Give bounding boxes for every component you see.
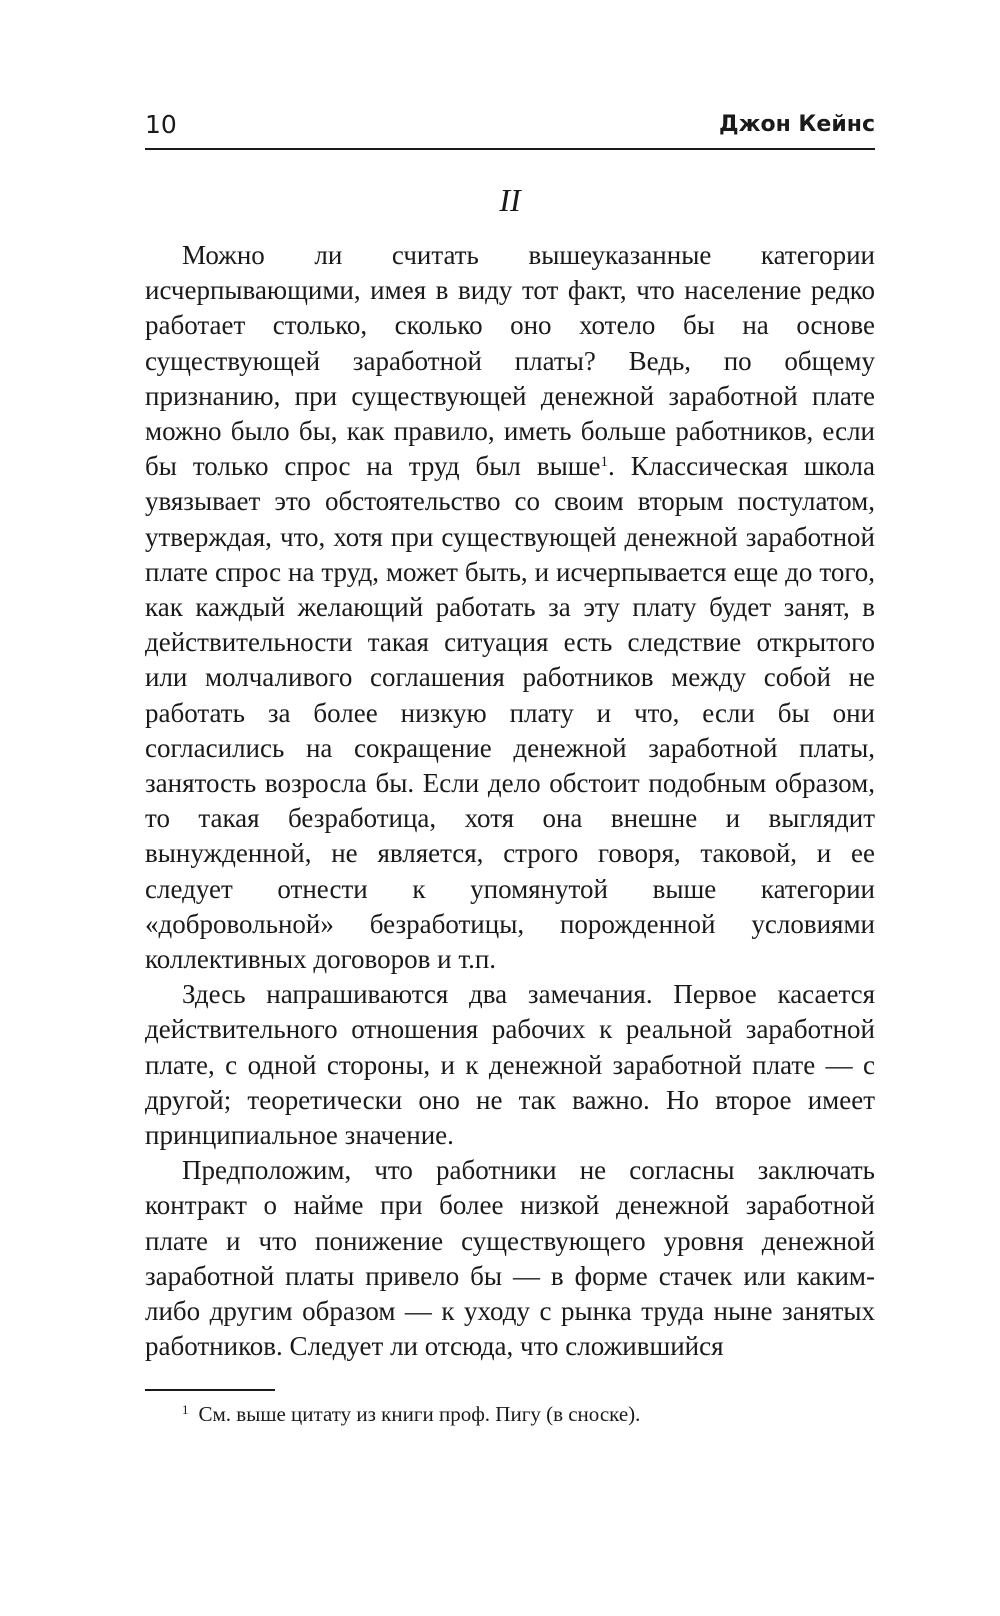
paragraph-3: Предположим, что работники не согласны заключать контракт о найме при более низкой денежной заработной плате и что понижение существующего уровня денежной заработной платы привело бы — в форме стачек или каким-либо другим образом — к уходу с рынка труда ныне занятых работников. Следует ли отсюда, что сложившийся bbox=[145, 1155, 875, 1362]
section-numeral: II bbox=[499, 182, 521, 218]
running-head-author: Джон Кейнс bbox=[718, 112, 875, 137]
footnote-divider bbox=[145, 1389, 275, 1391]
page-number: 10 bbox=[145, 110, 177, 139]
footnote bbox=[182, 1400, 875, 1428]
paragraph-2: Здесь напрашиваются два замечания. Первое касается действительного отношения рабочих к реальной заработной плате, с одной стороны, и к денежной заработной плате — с другой; теоретически оно не так важно. Но второе имеет принципиальное значение. bbox=[145, 979, 875, 1151]
running-head bbox=[145, 104, 875, 150]
paragraph-1 bbox=[145, 238, 875, 977]
footnote-mark: 1 bbox=[182, 1402, 189, 1417]
paragraph-1-text-end: . Классическая школа увязывает это обстоятельство со своим вторым постулатом, утверждая, что, хотя при существующей денежной заработной плате спрос на труд, может быть, и исчерпывается еще до того, как каждый желающий работать за эту плату будет занят, в действительности такая ситуация есть следствие открытого или молчаливого соглашения работников между собой не работать за более низкую плату и что, если бы они согласились на сокращение денежной заработной платы, занятость возросла бы. Если дело обстоит подобным образом, то такая безработица, хотя она внешне и выглядит вынужденной, не является, строго говоря, таковой, и ее следует отнести к упомянутой выше категории «добровольной» безработицы, порожденной условиями коллективных договоров и т.п. bbox=[145, 451, 875, 975]
body-text bbox=[145, 238, 875, 1365]
footnote-reference[interactable]: 1 bbox=[600, 454, 608, 471]
footnote-text: См. выше цитату из книги проф. Пигу (в сноске). bbox=[198, 1402, 641, 1426]
book-page bbox=[145, 0, 875, 1616]
paragraph-1-text-start: Можно ли считать вышеуказанные категории исчерпывающими, имея в виду тот факт, что население редко работает столько, сколько оно хотело бы на основе существующей заработной платы? Ведь, по общему признанию, при существующей денежной заработной плате можно было бы, как правило, иметь больше работников, если бы только спрос на труд был выше bbox=[145, 240, 875, 482]
